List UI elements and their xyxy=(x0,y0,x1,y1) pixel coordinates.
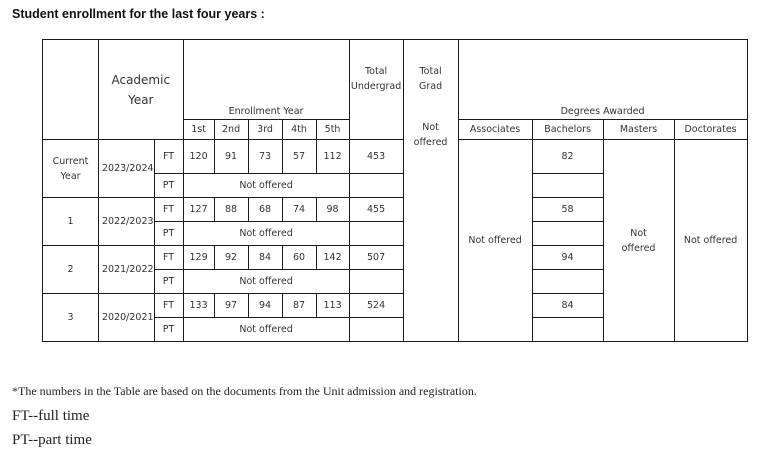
total-undergrad-header: Total Undergrad xyxy=(349,40,403,120)
ft-value: 88 xyxy=(214,198,248,222)
ft-value: 74 xyxy=(282,198,316,222)
pt-not-offered: Not offered xyxy=(183,174,349,198)
degrees-awarded-header: Degrees Awarded xyxy=(458,40,747,120)
enrollment-table xyxy=(42,39,748,342)
academic-year-cell: 2021/2022 xyxy=(99,246,155,294)
ft-tag: FT xyxy=(154,198,183,222)
row-label: 3 xyxy=(43,294,99,342)
pt-tag: PT xyxy=(154,270,183,294)
bachelors-pt xyxy=(532,222,603,246)
page-title: Student enrollment for the last four years : xyxy=(12,7,265,21)
academic-year-cell: 2023/2024 xyxy=(99,140,155,198)
pt-not-offered: Not offered xyxy=(183,270,349,294)
academic-year-cell: 2020/2021 xyxy=(99,294,155,342)
ft-value: 129 xyxy=(183,246,214,270)
total-undergrad-header-cont xyxy=(349,120,403,140)
row-label: 2 xyxy=(43,246,99,294)
ft-tag: FT xyxy=(154,246,183,270)
ft-value: 120 xyxy=(183,140,214,174)
notes xyxy=(12,384,477,452)
ft-value: 133 xyxy=(183,294,214,318)
ft-value: 142 xyxy=(316,246,349,270)
grad-not-offered: Not offered xyxy=(403,120,458,342)
row-label-header xyxy=(43,40,99,140)
bachelors-pt xyxy=(532,270,603,294)
ft-value: 98 xyxy=(316,198,349,222)
masters-value: Not offered xyxy=(603,140,674,342)
ft-value: 127 xyxy=(183,198,214,222)
pt-not-offered: Not offered xyxy=(183,222,349,246)
source-note: *The numbers in the Table are based on the documents from the Unit admission and registration. xyxy=(12,384,477,398)
pt-tag: PT xyxy=(154,222,183,246)
academic-year-header: Academic Year xyxy=(99,40,184,140)
row-label: 1 xyxy=(43,198,99,246)
ft-tag: FT xyxy=(154,140,183,174)
total-undergrad-pt xyxy=(349,174,403,198)
bachelors-value: 58 xyxy=(532,198,603,222)
ft-tag: FT xyxy=(154,294,183,318)
bachelors-value: 82 xyxy=(532,140,603,174)
ft-value: 113 xyxy=(316,294,349,318)
ft-value: 73 xyxy=(248,140,282,174)
year-header-2nd: 2nd xyxy=(214,120,248,140)
bachelors-pt xyxy=(532,318,603,342)
total-undergrad-value: 524 xyxy=(349,294,403,318)
total-undergrad-pt xyxy=(349,318,403,342)
doctorates-value: Not offered xyxy=(674,140,747,342)
degree-header-masters: Masters xyxy=(603,120,674,140)
associates-value: Not offered xyxy=(458,140,532,342)
year-header-1st: 1st xyxy=(183,120,214,140)
total-undergrad-value: 507 xyxy=(349,246,403,270)
ft-value: 97 xyxy=(214,294,248,318)
pt-not-offered: Not offered xyxy=(183,318,349,342)
academic-year-cell: 2022/2023 xyxy=(99,198,155,246)
year-header-3rd: 3rd xyxy=(248,120,282,140)
ft-value: 68 xyxy=(248,198,282,222)
degree-header-associates: Associates xyxy=(458,120,532,140)
bachelors-value: 84 xyxy=(532,294,603,318)
year-header-5th: 5th xyxy=(316,120,349,140)
pt-tag: PT xyxy=(154,174,183,198)
ft-legend: FT--full time xyxy=(12,408,90,424)
ft-value: 60 xyxy=(282,246,316,270)
total-undergrad-pt xyxy=(349,222,403,246)
ft-value: 94 xyxy=(248,294,282,318)
ft-value: 112 xyxy=(316,140,349,174)
total-undergrad-value: 455 xyxy=(349,198,403,222)
bachelors-pt xyxy=(532,174,603,198)
bachelors-value: 94 xyxy=(532,246,603,270)
ft-value: 84 xyxy=(248,246,282,270)
ft-value: 91 xyxy=(214,140,248,174)
row-label-current-year: Current Year xyxy=(43,140,99,198)
total-undergrad-value: 453 xyxy=(349,140,403,174)
total-grad-header: Total Grad xyxy=(403,40,458,120)
pt-tag: PT xyxy=(154,318,183,342)
ft-value: 92 xyxy=(214,246,248,270)
year-header-4th: 4th xyxy=(282,120,316,140)
ft-value: 87 xyxy=(282,294,316,318)
enrollment-year-header: Enrollment Year xyxy=(183,40,349,120)
pt-legend: PT--part time xyxy=(12,432,92,448)
total-undergrad-pt xyxy=(349,270,403,294)
ft-value: 57 xyxy=(282,140,316,174)
degree-header-doctorates: Doctorates xyxy=(674,120,747,140)
degree-header-bachelors: Bachelors xyxy=(532,120,603,140)
